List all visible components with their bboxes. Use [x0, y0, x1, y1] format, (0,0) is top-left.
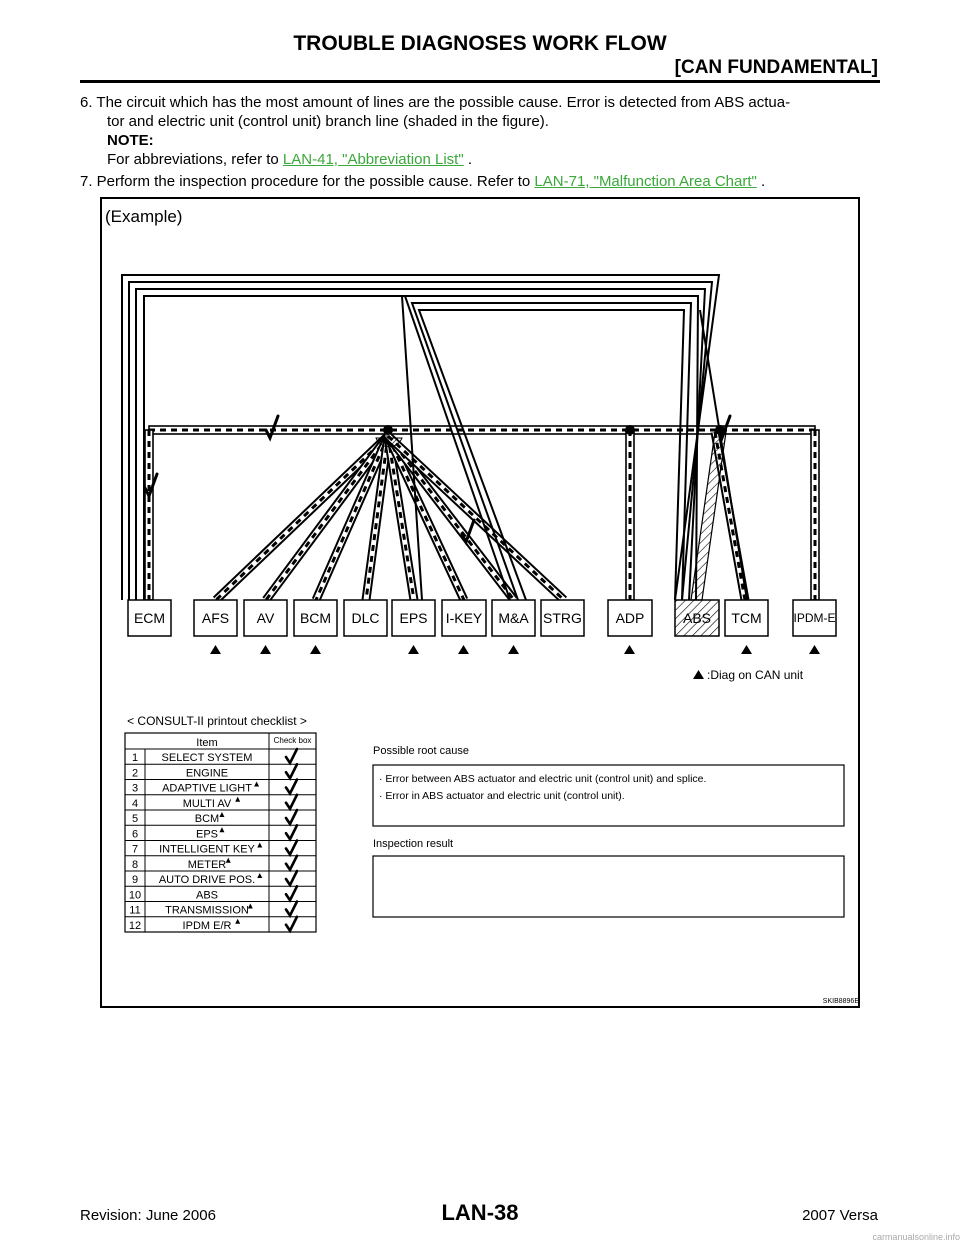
checklist-row-number: 9	[131, 874, 139, 886]
checklist-row-item: ADAPTIVE LIGHT	[162, 782, 252, 795]
checklist-row-number: 11	[129, 904, 141, 917]
checklist-row-number: 5	[131, 813, 139, 825]
unit-label-av: AV	[256, 610, 275, 626]
bus-drop-adp	[626, 430, 634, 600]
unit-label-afs: AFS	[201, 610, 230, 626]
unit-label-bcm: BCM	[299, 610, 332, 626]
checklist-row-item: INTELLIGENT KEY	[159, 843, 255, 856]
note-label: NOTE:	[107, 132, 154, 149]
malfunction-area-chart-link[interactable]: LAN-71, "Malfunction Area Chart"	[534, 173, 757, 190]
unit-box-afs	[194, 600, 237, 636]
checklist-table	[125, 733, 316, 932]
unit-label-abs: ABS	[682, 610, 712, 626]
splice-branches	[216, 436, 564, 600]
unit-box-i-key	[442, 600, 486, 636]
step-6-line-2: tor and electric unit (control unit) branch line (shaded in the figure).	[107, 113, 549, 130]
checklist-row-number: 7	[131, 843, 139, 856]
checklist-title: < CONSULT-II printout checklist >	[127, 714, 307, 728]
note-prefix: For abbreviations, refer to	[107, 151, 283, 168]
page-title: TROUBLE DIAGNOSES WORK FLOW	[293, 32, 667, 55]
inspection-result-box	[373, 856, 844, 917]
footer-revision: Revision: June 2006	[80, 1207, 216, 1224]
unit-box-bcm	[294, 600, 337, 636]
checklist-row-number: 4	[131, 797, 139, 810]
checklist-row-number: 6	[131, 828, 139, 841]
step-6-line-1: 6. The circuit which has the most amount of lines are the possible cause. Error is detected from ABS actua-	[80, 94, 791, 111]
unit-label-strg: STRG	[543, 610, 582, 626]
step-7-prefix: 7. Perform the inspection procedure for the possible cause. Refer to	[80, 173, 535, 190]
checklist-row-item: ABS	[195, 889, 219, 902]
splice-dot	[383, 425, 393, 435]
checklist-header-check-box: Check box	[273, 736, 312, 745]
checklist-row-number: 1	[131, 752, 139, 764]
unit-label-ecm: ECM	[133, 610, 166, 626]
unit-label-eps: EPS	[399, 610, 428, 626]
bus-drop-ecm	[145, 430, 153, 600]
unit-box-abs-shaded	[675, 600, 719, 636]
unit-box-eps	[392, 600, 435, 636]
unit-box-dlc	[344, 600, 387, 636]
unit-label-dlc: DLC	[351, 610, 380, 626]
checklist-row-item: AUTO DRIVE POS.	[158, 874, 256, 886]
checklist-row-item: ENGINE	[185, 767, 229, 780]
unit-label-tcm: TCM	[731, 610, 762, 626]
checklist-row-item: METER	[187, 858, 227, 871]
step-7	[80, 172, 765, 192]
unit-label-ipdm-e: IPDM-E	[793, 611, 836, 625]
abbreviation-list-link[interactable]: LAN-41, "Abbreviation List"	[282, 151, 464, 168]
checklist-row-item: IPDM E/R	[182, 919, 232, 932]
checklist-row-number: 10	[128, 889, 142, 902]
footer-model: 2007 Versa	[802, 1207, 878, 1224]
unit-box-adp	[608, 600, 652, 636]
unit-label-m-and-a: M&A	[498, 610, 529, 626]
footer-page-number: LAN-38	[441, 1200, 519, 1225]
checklist-row-number: 12	[128, 919, 142, 932]
watermark: carmanualsonline.info	[872, 1232, 960, 1242]
root-cause-item: · Error in ABS actuator and electric unit (control unit).	[379, 790, 625, 802]
unit-box-m-and-a	[492, 600, 535, 636]
checklist-row-number: 3	[131, 782, 139, 795]
diag-triangles	[210, 645, 820, 654]
legend-triangle-icon	[693, 670, 704, 679]
checklist-row-number: 8	[131, 858, 139, 871]
unit-box-ipdm-e	[793, 600, 836, 636]
unit-box-strg	[541, 600, 584, 636]
root-cause-title: Possible root cause	[373, 745, 469, 757]
diagnosis-wires	[122, 275, 747, 600]
checklist-row-item: TRANSMISSION	[165, 904, 249, 917]
note-text	[107, 150, 472, 170]
checklist-row-number: 2	[131, 767, 139, 780]
figure-code: SKIB8896E	[822, 998, 859, 1005]
checklist-row-item: EPS	[195, 828, 219, 841]
unit-box-av	[244, 600, 287, 636]
adp-junction-dot	[625, 425, 635, 435]
checklist-header-item: Item	[196, 737, 218, 749]
root-cause-item: · Error between ABS actuator and electric unit (control unit) and splice.	[379, 773, 707, 785]
unit-box-tcm	[725, 600, 768, 636]
legend-text: :Diag on CAN unit	[707, 668, 804, 682]
checklist-row-item: BCM	[194, 813, 220, 825]
unit-box-ecm	[128, 600, 171, 636]
checklist-row-item: SELECT SYSTEM	[161, 752, 253, 764]
bus-drop-ipdm	[811, 430, 819, 600]
checklist-row-item: MULTI AV	[182, 797, 232, 810]
can-diagram-figure	[100, 197, 860, 1008]
inspection-result-title: Inspection result	[373, 838, 454, 850]
note-suffix: .	[463, 151, 473, 168]
unit-label-adp: ADP	[615, 610, 645, 626]
section-title: [CAN FUNDAMENTAL]	[674, 57, 878, 78]
figure-title: (Example)	[105, 207, 183, 226]
step-7-suffix: .	[756, 173, 766, 190]
header-divider	[80, 80, 880, 83]
unit-label-i-key: I-KEY	[445, 610, 483, 626]
